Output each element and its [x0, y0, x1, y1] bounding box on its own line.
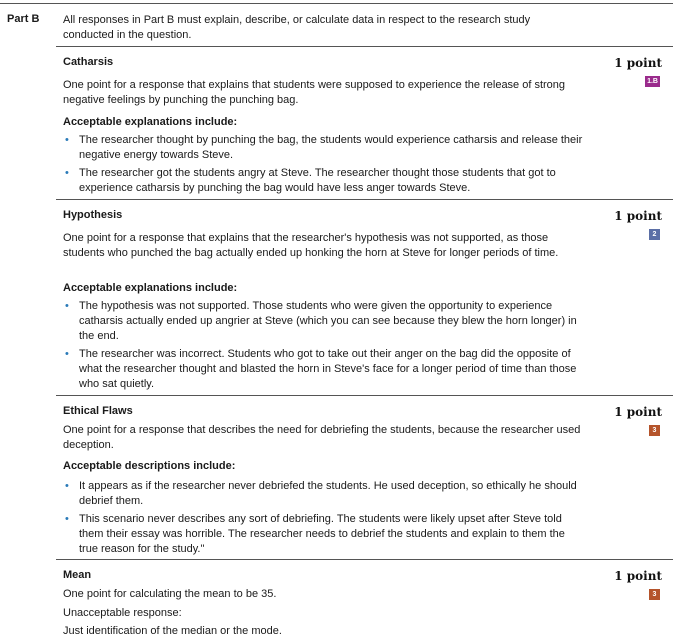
section-subheading: Acceptable explanations include:	[63, 116, 238, 128]
list-item: The researcher thought by punching the bag, the students would experience catharsis and release their negative energy towards Steve.	[79, 134, 583, 161]
bullet-icon: •	[65, 167, 69, 179]
section-title: Catharsis	[63, 56, 114, 68]
part-intro: All responses in Part B must explain, describe, or calculate data in respect to the research study conducted in the question.	[63, 14, 531, 41]
list-item: This scenario never describes any sort of debriefing. The students were likely upset after Steve told them their essay was horrible. The researcher needs to debrief the students and explain to them the true reason for the study."	[79, 513, 565, 555]
list-item: The researcher was incorrect. Students who got to take out their anger on the bag did the opposite of what the researcher thought and blasted the horn in Steve's face for a longer period of time than those who sat quietly.	[79, 348, 577, 390]
unacceptable-text: Just identification of the median or the mode.	[63, 625, 282, 637]
part-label: Part B	[7, 13, 40, 25]
points-label: 1 point	[614, 569, 662, 583]
points-label: 1 point	[614, 56, 662, 70]
section-description: One point for a response that explains that the researcher's hypothesis was not supported, as those students who punched the bag actually ended up honking the horn at Steve for longer periods of time.	[63, 232, 559, 259]
bullet-icon: •	[65, 480, 69, 492]
skill-badge: 1.B	[647, 78, 658, 85]
section-description: One point for a response that describes the need for debriefing the students, because the researcher used deception.	[63, 424, 581, 451]
skill-badge: 2	[649, 229, 660, 240]
section-subheading: Acceptable explanations include:	[63, 282, 238, 294]
skill-badge: 3	[649, 589, 660, 600]
section-description: One point for calculating the mean to be 35.	[63, 588, 277, 600]
points-label: 1 point	[614, 209, 662, 223]
section-subheading: Acceptable descriptions include:	[63, 460, 236, 472]
section-hypothesis	[56, 199, 673, 395]
section-mean	[56, 559, 673, 644]
bullet-icon: •	[65, 300, 69, 312]
list-item: The hypothesis was not supported. Those students who were given the opportunity to experience catharsis actually ended up angrier at Steve (which you can see because they blew the horn longer) in the end.	[79, 300, 577, 342]
section-catharsis	[56, 46, 673, 199]
section-ethical-flaws	[56, 395, 673, 559]
unacceptable-label: Unacceptable response:	[63, 607, 182, 619]
section-title: Hypothesis	[63, 209, 123, 221]
section-title: Ethical Flaws	[63, 405, 133, 417]
bullet-icon: •	[65, 513, 69, 525]
list-item: The researcher got the students angry at Steve. The researcher thought those students that got to experience catharsis by punching the bag would have less anger towards Steve.	[79, 167, 556, 194]
top-divider	[0, 3, 673, 4]
bullet-icon: •	[65, 348, 69, 360]
section-description: One point for a response that explains that students were supposed to experience the release of strong negative feelings by punching the punching bag.	[63, 79, 566, 106]
bullet-icon: •	[65, 134, 69, 146]
skill-badge: 3	[649, 425, 660, 436]
section-title: Mean	[63, 569, 92, 581]
list-item: It appears as if the researcher never debriefed the students. He used deception, so ethically he should debrief them.	[79, 480, 577, 507]
points-label: 1 point	[614, 405, 662, 419]
